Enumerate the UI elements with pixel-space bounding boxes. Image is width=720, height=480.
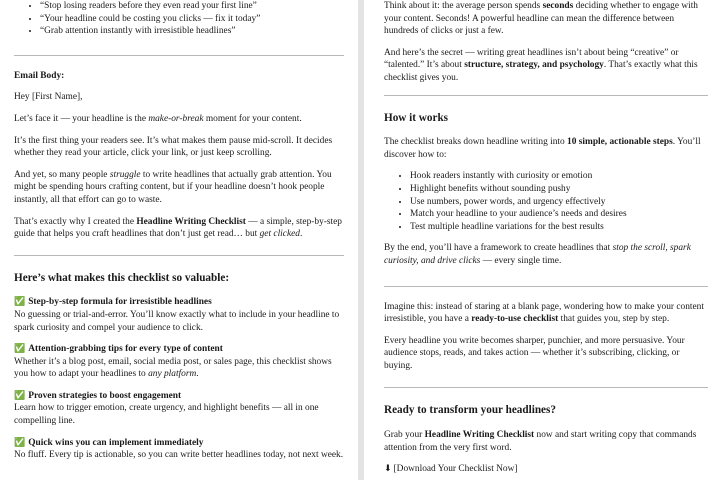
paragraph: Imagine this: instead of staring at a blank page, wondering how to make your content irresistible, you have a ready-to-use checklist that guides you, step by step.	[384, 301, 704, 325]
feature-description: No guessing or trial-and-error. You’ll know exactly what to include in your headline to spark curiosity and compel your audience to click.	[14, 309, 340, 333]
divider	[14, 255, 344, 256]
list-item: • Highlight benefits without sounding pushy	[410, 183, 708, 196]
feature-title: Proven strategies to boost engagement	[28, 390, 182, 401]
list-item: • Hook readers instantly with curiosity or emotion	[410, 170, 708, 183]
value-heading: Here’s what makes this checklist so valuable:	[14, 271, 230, 284]
subject-line-item: • “Your headline could be costing you clicks — fix it today”	[40, 13, 344, 26]
paragraph: It’s the first thing your readers see. It’s what makes them pause mid-scroll. It decides whether they read your article, click your link, or just keep scrolling.	[14, 135, 333, 159]
greeting: Hey [First Name],	[14, 92, 83, 103]
list-item: • Use numbers, power words, and urgency effectively	[410, 196, 708, 209]
feature-description: Learn how to trigger emotion, create urgency, and highlight benefits — all in one compelling line.	[14, 403, 319, 427]
feature-item	[14, 343, 344, 381]
right-page	[364, 0, 720, 480]
check-mark-icon: ✅	[14, 297, 26, 308]
paragraph: Think about it: the average person spends seconds deciding whether to engage with your content. Seconds! A powerful headline can mean the difference between hundreds of clicks or just a few.	[384, 1, 698, 37]
download-label: [Download Your Checklist Now]	[393, 464, 518, 475]
list-item: • Test multiple headline variations for the best results	[410, 221, 708, 234]
cta-heading: Ready to transform your headlines?	[384, 404, 556, 417]
list-item: • Match your headline to your audience’s needs and desires	[410, 208, 708, 221]
paragraph: The checklist breaks down headline writing into 10 simple, actionable steps. You’ll discover how to:	[384, 137, 701, 160]
divider	[384, 387, 708, 388]
feature-item	[14, 296, 344, 334]
subject-line-item: • “Grab attention instantly with irresistible headlines”	[40, 25, 344, 38]
how-it-works-heading: How it works	[384, 111, 449, 124]
paragraph: Let’s face it — your headline is the make-or-break moment for your content.	[14, 113, 302, 124]
divider	[384, 95, 708, 96]
paragraph: And yet, so many people struggle to write headlines that actually grab attention. You might be spending hours crafting content, but if your headline doesn’t hook people instantly, all that effort can go to waste.	[14, 169, 332, 205]
email-body-heading: Email Body:	[14, 70, 65, 81]
check-mark-icon: ✅	[14, 437, 26, 448]
divider	[14, 55, 344, 56]
feature-description: Whether it’s a blog post, email, social media post, or sales page, this checklist shows you how to adapt your headlines to any platform.	[14, 356, 332, 380]
subject-lines-list	[14, 0, 344, 38]
how-it-works-list	[384, 170, 708, 233]
feature-item	[14, 390, 344, 428]
download-link[interactable]	[384, 463, 708, 476]
feature-description: No fluff. Every tip is actionable, so you can write better headlines today, not next week.	[14, 450, 344, 461]
feature-title: Attention-grabbing tips for every type of content	[28, 344, 223, 355]
paragraph: Every headline you write becomes sharper, punchier, and more persuasive. Your audience stops, reads, and takes action — whether it’s subscribing, clicking, or buying.	[384, 335, 685, 371]
check-mark-icon: ✅	[14, 344, 26, 355]
divider	[384, 286, 708, 287]
feature-title: Step-by-step formula for irresistible headlines	[28, 297, 212, 308]
check-mark-icon: ✅	[14, 390, 26, 401]
paragraph: And here’s the secret — writing great headlines isn’t about being “creative” or “talented.” It’s about structure, strategy, and psychology. That’s exactly what this checklist gives you.	[384, 47, 698, 83]
feature-title: Quick wins you can implement immediately	[28, 437, 204, 448]
subject-line-item: • “Stop losing readers before they even read your first line”	[40, 0, 344, 13]
paragraph: That’s exactly why I created the Headline Writing Checklist — a simple, step-by-step guide that helps you craft headlines that don’t just get read… but get clicked.	[14, 216, 342, 240]
paragraph: By the end, you’ll have a framework to create headlines that stop the scroll, spark curiosity, and drive clicks — every single time.	[384, 243, 691, 266]
paragraph: Grab your Headline Writing Checklist now and start writing copy that commands attention from the very first word.	[384, 430, 697, 453]
left-page	[0, 0, 358, 480]
feature-item	[14, 437, 344, 462]
download-icon: ⬇	[384, 464, 392, 475]
